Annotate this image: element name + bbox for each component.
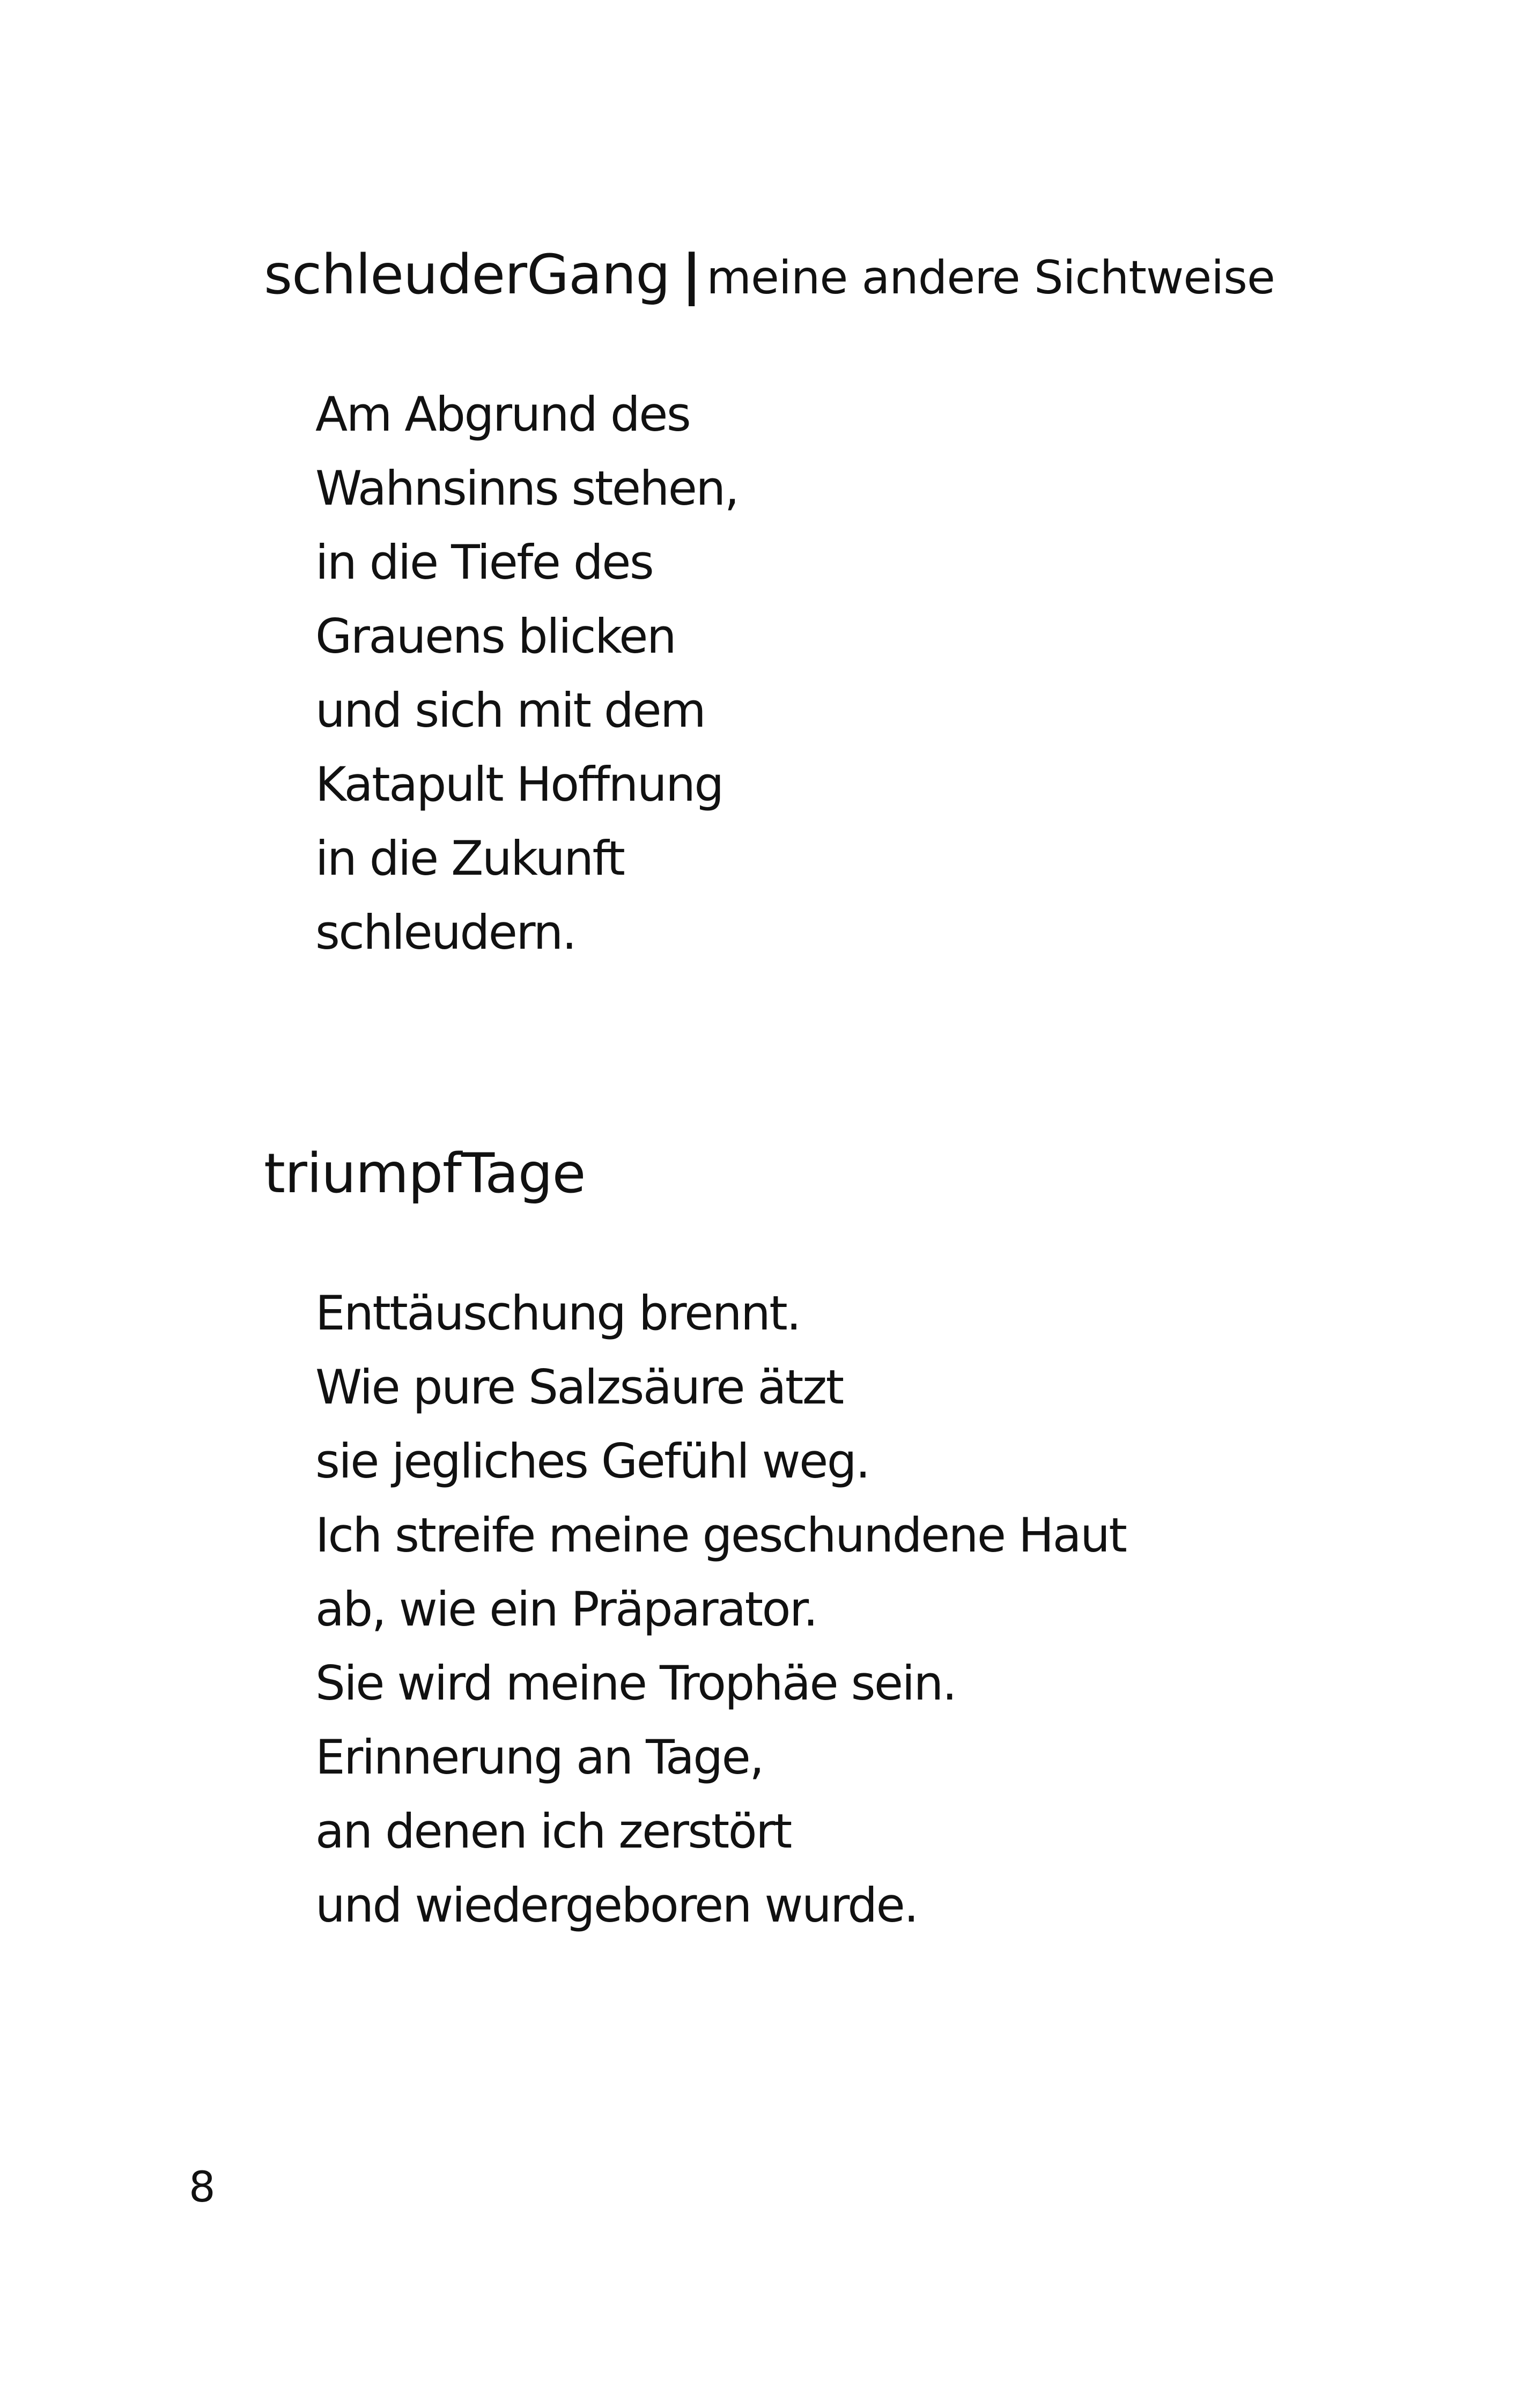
poem-line: Am Abgrund des	[315, 387, 690, 442]
poem-line: schleudern.	[315, 905, 576, 960]
poem-line: Ich streife meine geschundene Haut	[315, 1508, 1126, 1563]
poem-title-text: schleuderGang	[264, 243, 670, 307]
poem-title-text: triumpfTage	[264, 1142, 586, 1206]
poem-line: Wahnsinns stehen,	[315, 461, 739, 516]
poem-line: Erinnerung an Tage,	[315, 1730, 763, 1785]
poem-title-triumpftage	[264, 1142, 586, 1206]
poem-body-triumpftage	[315, 1276, 1126, 1942]
poem-line: und sich mit dem	[315, 683, 705, 738]
title-separator: |	[681, 243, 702, 307]
poem-subtitle: meine andere Sichtweise	[706, 251, 1275, 305]
poem-line: an denen ich zerstört	[315, 1804, 791, 1859]
poem-line: in die Tiefe des	[315, 535, 653, 590]
poem-body-schleudergang	[315, 378, 738, 970]
poem-line: sie jegliches Gefühl weg.	[315, 1434, 869, 1489]
poem-line: Grauens blicken	[315, 609, 676, 664]
page-number: 8	[189, 2163, 216, 2212]
poem-line: ab, wie ein Präparator.	[315, 1582, 817, 1637]
poem-line: und wiedergeboren wurde.	[315, 1878, 918, 1933]
poem-line: Wie pure Salzsäure ätzt	[315, 1360, 843, 1415]
poem-line: in die Zukunft	[315, 831, 624, 886]
poem-title-schleudergang	[264, 243, 1275, 307]
poem-line: Sie wird meine Trophäe sein.	[315, 1656, 956, 1711]
poem-line: Enttäuschung brennt.	[315, 1286, 800, 1341]
poem-line: Katapult Hoffnung	[315, 757, 723, 812]
